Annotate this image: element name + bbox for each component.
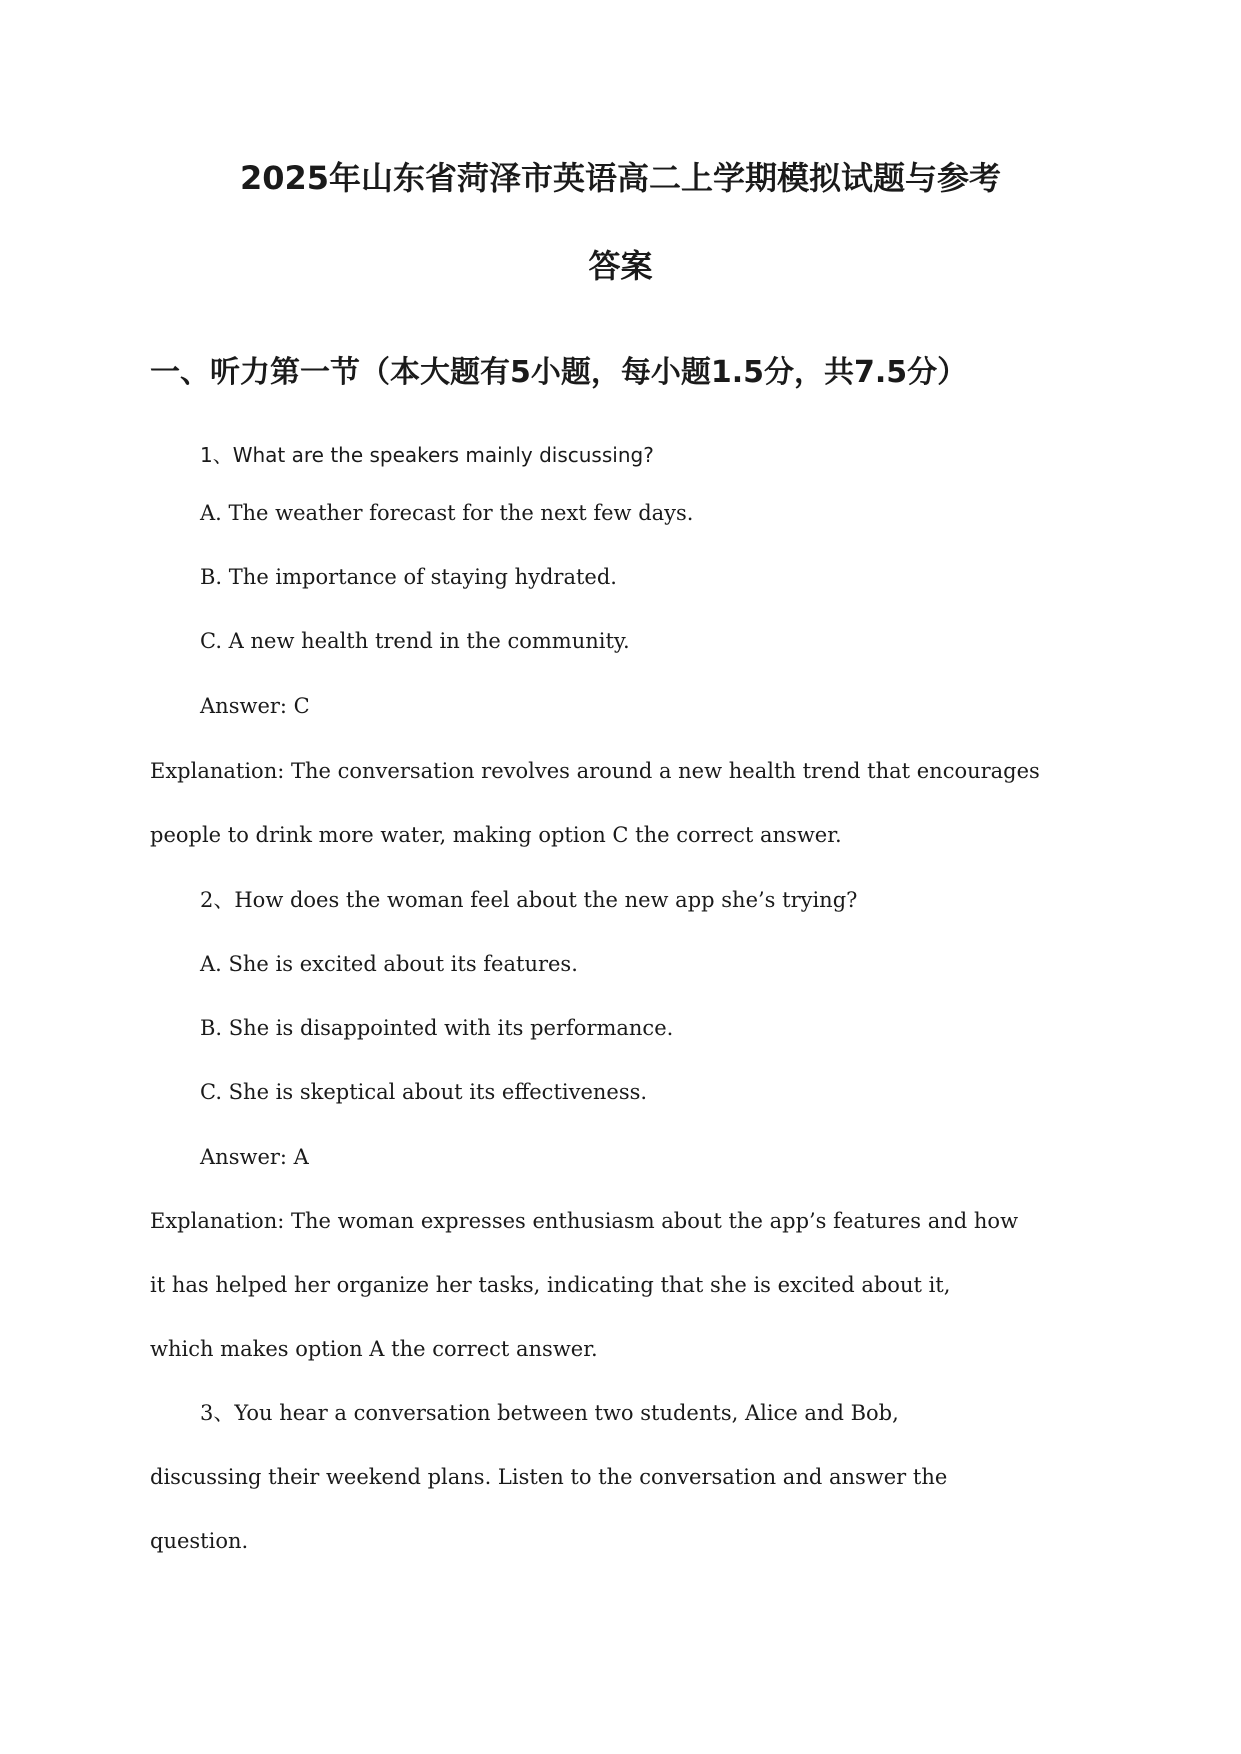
question-1-explanation-line-2: people to drink more water, making option C the correct answer. — [150, 823, 842, 847]
question-3-stem-line-1: 3、You hear a conversation between two students, Alice and Bob, — [200, 1401, 899, 1425]
document-title-line-2: 答案 — [588, 247, 653, 285]
question-2-option-c: C. She is skeptical about its effectiveness. — [200, 1080, 648, 1104]
question-2-option-a: A. She is excited about its features. — [200, 952, 578, 976]
question-2-explanation-line-3: which makes option A the correct answer. — [150, 1337, 598, 1361]
question-2-explanation-line-2: it has helped her organize her tasks, indicating that she is excited about it, — [150, 1273, 951, 1297]
question-2-stem: 2、How does the woman feel about the new app she’s trying? — [200, 888, 858, 912]
question-1-option-a: A. The weather forecast for the next few days. — [200, 501, 694, 525]
question-1-option-c: C. A new health trend in the community. — [200, 629, 630, 653]
question-1-stem: 1、What are the speakers mainly discussing? — [200, 443, 654, 467]
question-3-stem-line-2: discussing their weekend plans. Listen to the conversation and answer the — [150, 1465, 948, 1489]
question-1-option-b: B. The importance of staying hydrated. — [200, 565, 617, 589]
document-title-line-1: 2025年山东省菏泽市英语高二上学期模拟试题与参考 — [239, 159, 1002, 197]
question-2-answer: Answer: A — [200, 1145, 309, 1169]
question-1-answer: Answer: C — [200, 694, 310, 718]
question-2-option-b: B. She is disappointed with its performance. — [200, 1016, 674, 1040]
question-2-explanation-line-1: Explanation: The woman expresses enthusiasm about the app’s features and how — [150, 1209, 1019, 1233]
question-3-stem-line-3: question. — [150, 1529, 249, 1553]
question-1-explanation-line-1: Explanation: The conversation revolves around a new health trend that encourages — [150, 759, 1040, 783]
section-heading-listening: 一、听力第一节（本大题有5小题，每小题1.5分，共7.5分） — [150, 355, 968, 390]
